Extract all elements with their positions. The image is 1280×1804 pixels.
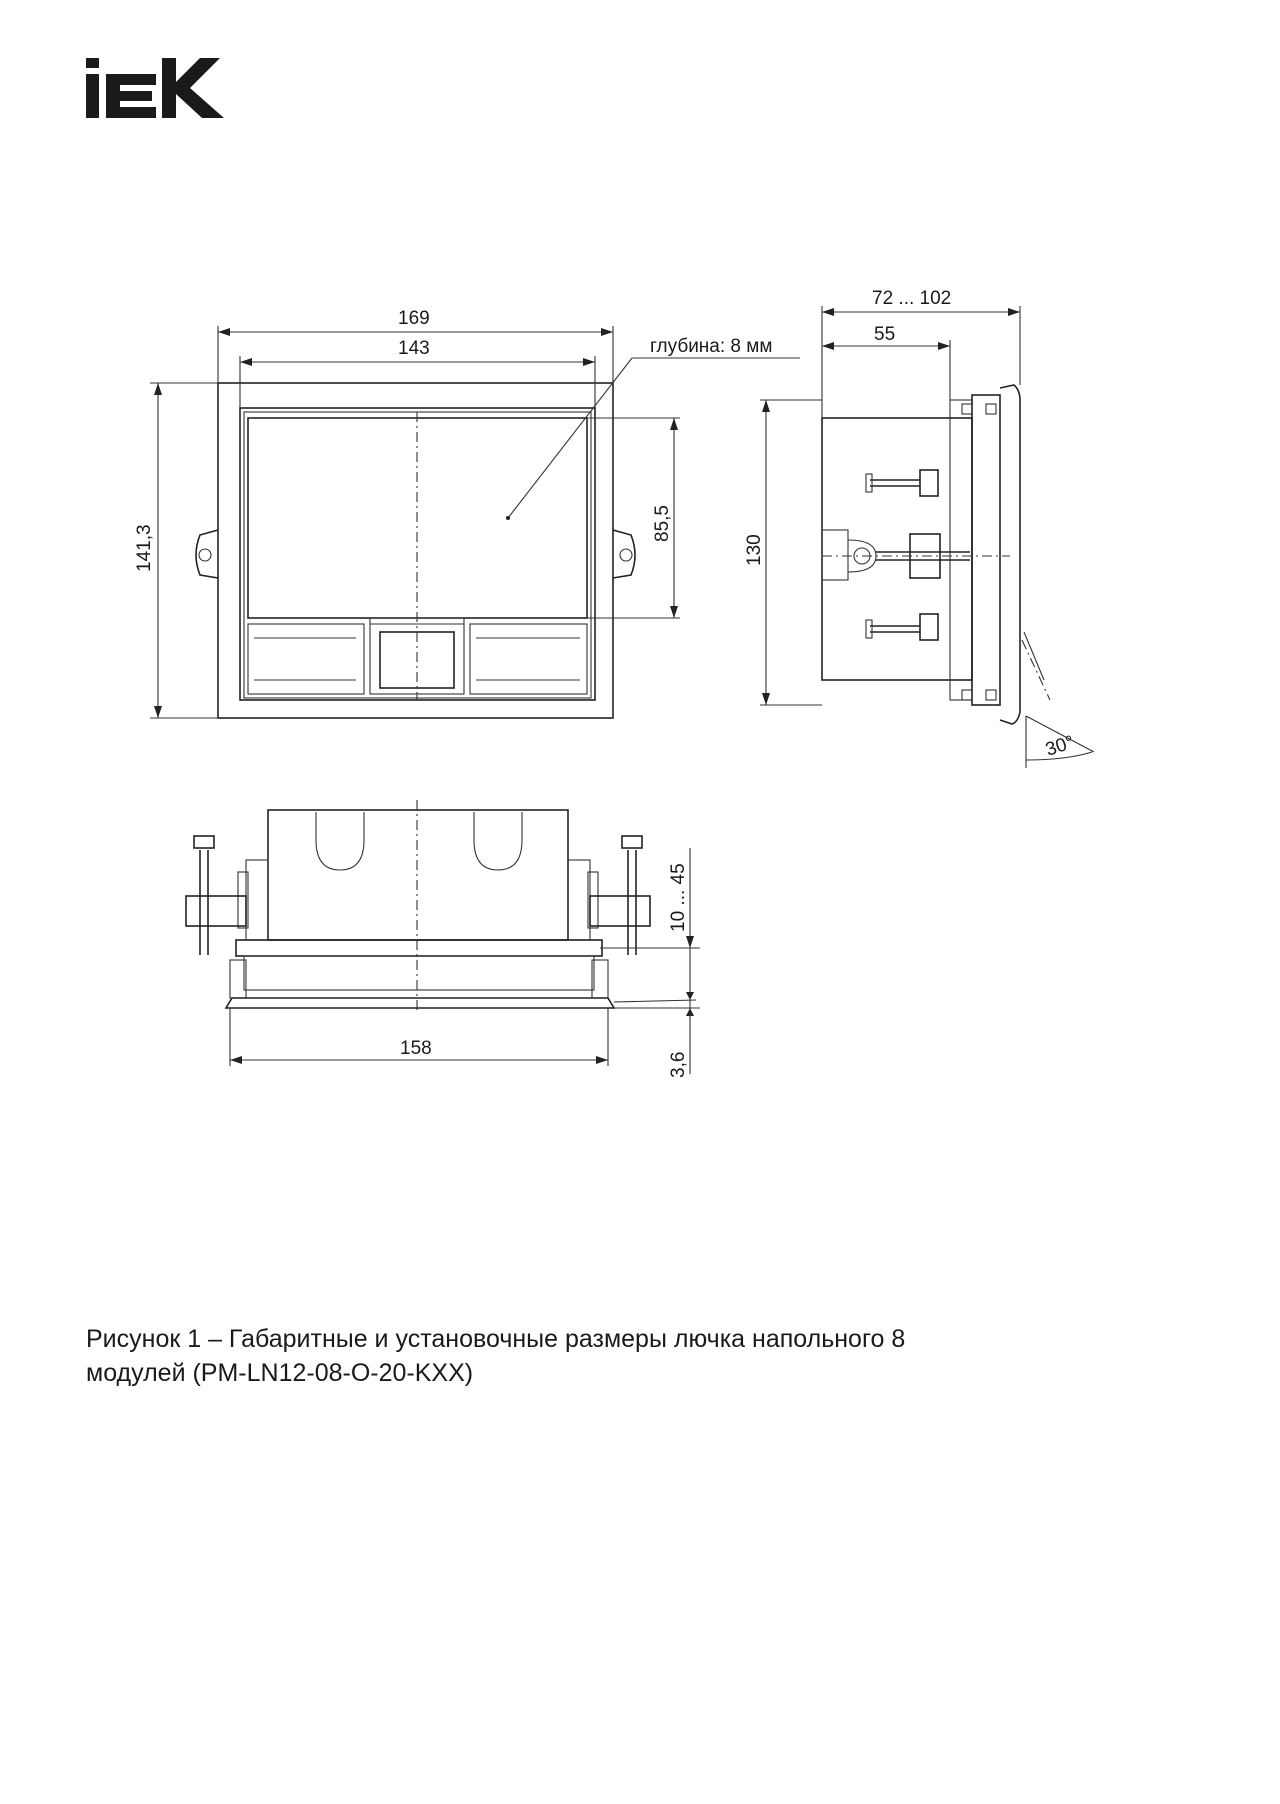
dim-side-depth-range: 72 ... 102 <box>872 288 952 309</box>
dim-side-angle: 30° <box>1043 731 1077 761</box>
dim-front-height-total: 141,3 <box>134 524 155 572</box>
side-view <box>760 306 1094 768</box>
dim-front-height-window: 85,5 <box>652 505 673 542</box>
bottom-view <box>186 800 700 1074</box>
dim-front-width-inner: 143 <box>398 338 430 359</box>
dim-bottom-adjust-range: 10 ... 45 <box>668 863 689 932</box>
dim-bottom-flange: 3,6 <box>668 1051 689 1078</box>
front-view <box>150 326 800 718</box>
dim-side-depth-min: 55 <box>874 324 896 345</box>
caption-line-1: Рисунок 1 – Габаритные и установочные размеры лючка напольного 8 <box>86 1325 906 1353</box>
dim-front-width-outer: 169 <box>398 308 430 329</box>
figure-caption <box>86 1322 1186 1390</box>
dim-side-height: 130 <box>744 534 765 566</box>
caption-line-2: модулей (PM-LN12-08-O-20-KXX) <box>86 1359 474 1387</box>
dim-bottom-width: 158 <box>400 1038 432 1059</box>
dim-depth-note: глубина: 8 мм <box>650 336 773 357</box>
